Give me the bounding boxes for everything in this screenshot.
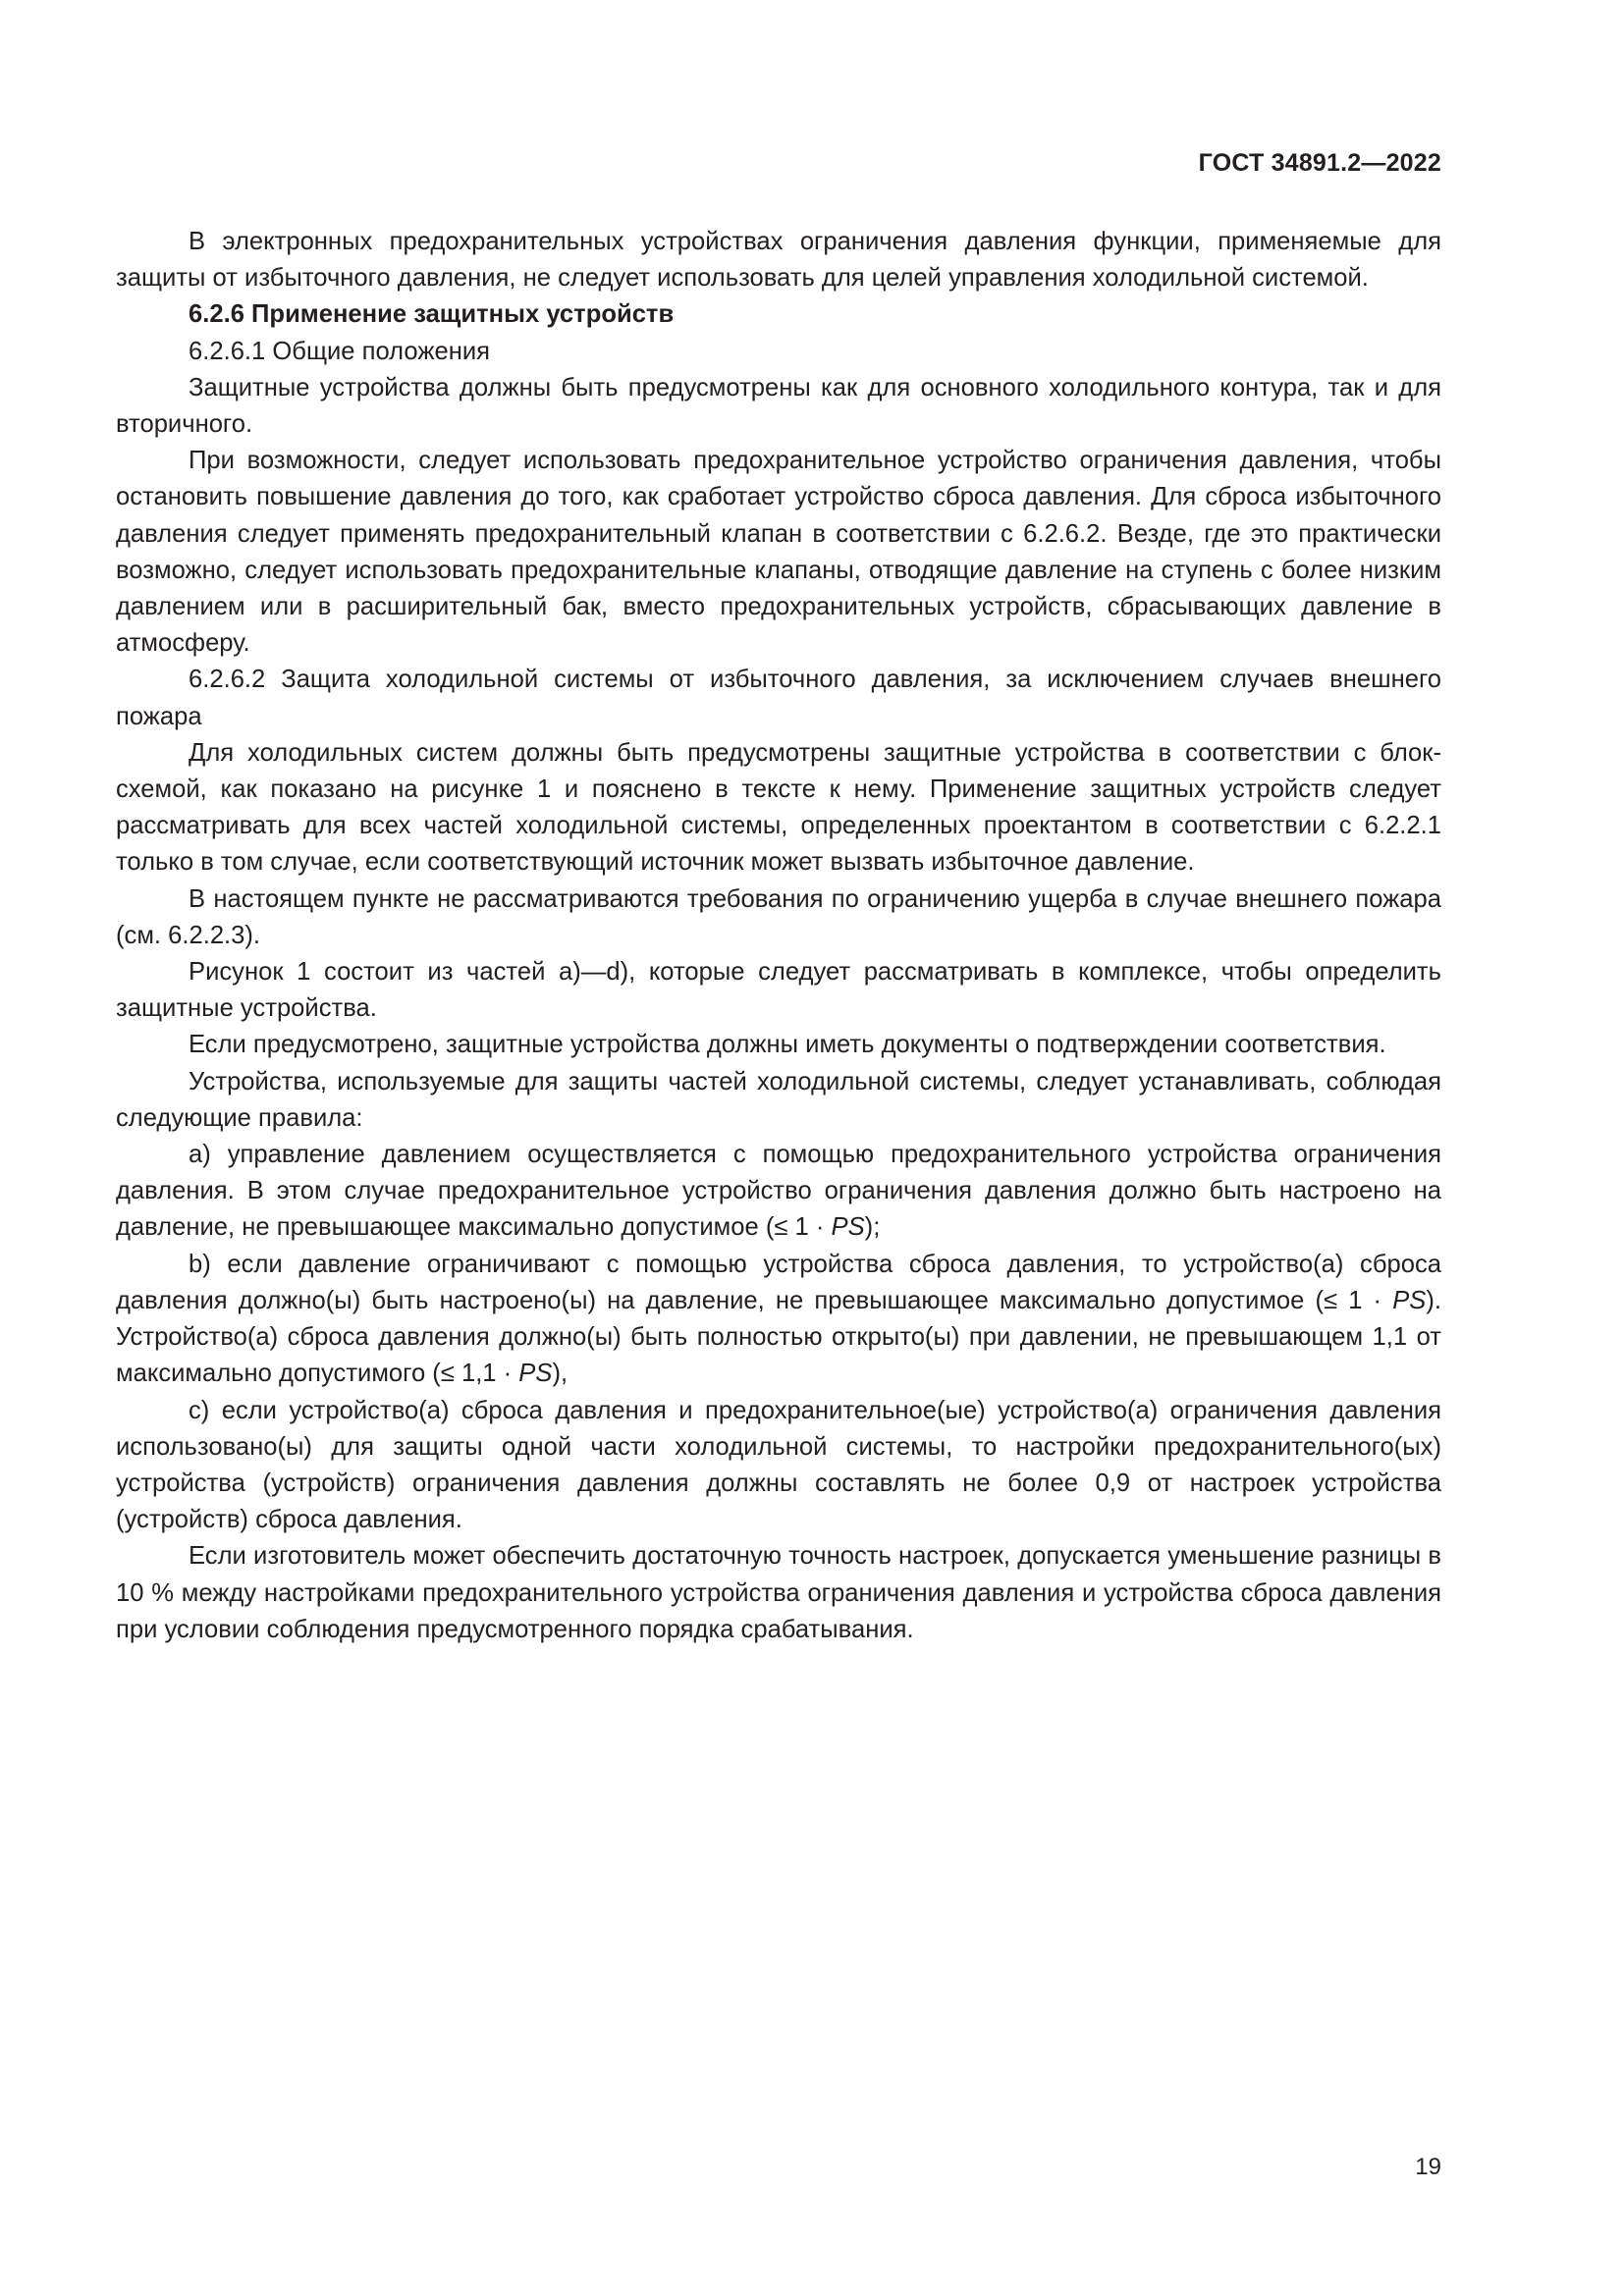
list-item-text: ), xyxy=(552,1360,568,1388)
list-item-b xyxy=(116,1247,1441,1393)
paragraph: Защитные устройства должны быть предусмотрены как для основного холодильного контура, так и для вторичного. xyxy=(116,373,1441,439)
subsection-heading: 6.2.6.2 Защита холодильной системы от избыточного давления, за исключением случаев внешнего пожара xyxy=(116,666,1441,730)
paragraph: Если изготовитель может обеспечить достаточную точность настроек, допускается уменьшение разницы в 10 % между настройками предохранительного устройства ограничения давления и устройства сброса давления при условии соблюдения предусмотренного порядка срабатывания. xyxy=(116,1542,1441,1643)
standard-designation: ГОСТ 34891.2—2022 xyxy=(1198,149,1441,177)
ps-symbol: PS xyxy=(831,1213,865,1242)
paragraph: Если предусмотрено, защитные устройства должны иметь документы о подтверждении соответствия. xyxy=(189,1031,1386,1059)
paragraph: Для холодильных систем должны быть предусмотрены защитные устройства в соответствии с блок-схемой, как показано на рисунке 1 и пояснено в тексте к нему. Применение защитных устройств следует рассматривать для всех частей холодильной системы, определенных проектантом в соответствии с 6.2.2.1 только в том случае, если соответствующий источник может вызвать избыточное давление. xyxy=(116,738,1441,877)
list-item-text: а) управление давлением осуществляется с помощью предохранительного устройства ограничения давления. В этом случае предохранительное устройство ограничения давления должно быть настроено на давление, не превышающее максимально допустимое (≤ 1 · xyxy=(116,1141,1441,1242)
list-item-a xyxy=(116,1137,1441,1247)
list-item-text: ); xyxy=(864,1213,881,1242)
list-item-c: с) если устройство(а) сброса давления и предохранительное(ые) устройство(а) ограничения давления использовано(ы) для защиты одной части холодильной системы, то настройки предохранительного(ых) устройства (устройств) ограничения давления должны составлять не более 0,9 от настроек устройства (устройств) сброса давления. xyxy=(116,1396,1441,1534)
section-heading: 6.2.6 Применение защитных устройств xyxy=(189,300,675,329)
paragraph: В электронных предохранительных устройствах ограничения давления функции, применяемые для защиты от избыточного давления, не следует использовать для целей управления холодильной системой. xyxy=(116,228,1441,293)
document-body xyxy=(116,224,1441,1648)
list-item-text: ). Устройство(а) сброса давления должно(ы) быть полностью открыто(ы) при давлении, не превышающем 1,1 от максимально допустимого (≤ 1,1 · xyxy=(116,1286,1441,1388)
paragraph: Устройства, используемые для защиты частей холодильной системы, следует устанавливать, соблюдая следующие правила: xyxy=(116,1067,1441,1132)
page-number: 19 xyxy=(1415,2154,1441,2180)
paragraph: Рисунок 1 состоит из частей а)—d), которые следует рассматривать в комплексе, чтобы определить защитные устройства. xyxy=(116,958,1441,1023)
subsection-heading: 6.2.6.1 Общие положения xyxy=(189,337,490,365)
paragraph: В настоящем пункте не рассматриваются требования по ограничению ущерба в случае внешнего пожара (см. 6.2.2.3). xyxy=(116,884,1441,949)
ps-symbol: PS xyxy=(518,1360,553,1388)
ps-symbol: PS xyxy=(1392,1286,1427,1314)
paragraph: При возможности, следует использовать предохранительное устройство ограничения давления, чтобы остановить повышение давления до того, как сработает устройство сброса давления. Для сброса избыточного давления следует применять предохранительный клапан в соответствии с 6.2.6.2. Везде, где это практически возможно, следует использовать предохранительные клапаны, отводящие давление на ступень с более низким давлением или в расширительный бак, вместо предохранительных устройств, сбрасывающих давление в атмосферу. xyxy=(116,447,1441,658)
list-item-text: b) если давление ограничивают с помощью устройства сброса давления, то устройство(а) сброса давления должно(ы) быть настроено(ы) на давление, не превышающее максимально допустимое (≤ 1 · xyxy=(116,1250,1441,1314)
